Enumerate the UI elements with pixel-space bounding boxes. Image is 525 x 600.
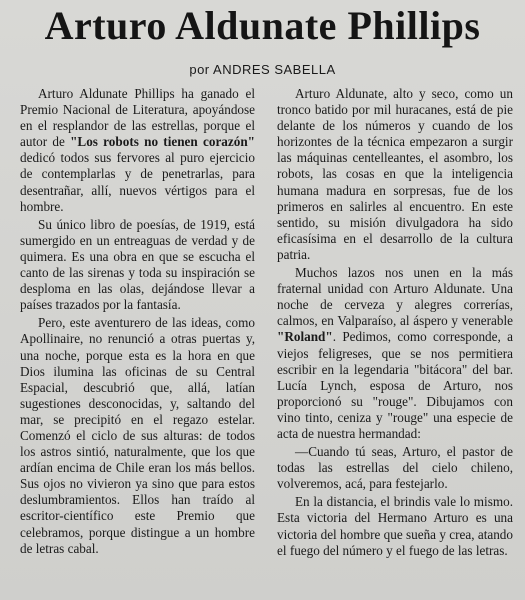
- book-title: "Los robots no tienen corazón": [70, 134, 255, 150]
- text-run: . Pedimos, como corresponde, a viejos feligreses, que se nos permitiera escribir en la legendaria "bitácora" del bar. Lucía Lynch, esposa de Arturo, nos proporcionó su "rouge". Dibujamos con vino tinto, ceniza y "rouge" una especie de acta de nuestra hermandad:: [277, 329, 513, 441]
- paragraph: [20, 217, 255, 314]
- paragraph: [277, 444, 513, 492]
- paragraph: [277, 265, 513, 442]
- paragraph: [20, 315, 255, 556]
- text-run: Arturo Aldunate Phillips ha ganado el Premio Nacional de Literatura, apoyándose en el resplandor de las estrellas, porque el autor de: [20, 86, 255, 150]
- text-run: Su único libro de poesías, de 1919, está sumergido en un entreaguas de verdad y de quimera. Es una obra en que se escucha el canto de las sirenas y toda su inspiración se desploma en las olas, dejándose llevar a países trazados por la fantasía.: [20, 216, 255, 313]
- article-byline: por ANDRES SABELLA: [189, 62, 336, 77]
- paragraph: [277, 86, 513, 263]
- text-run: Muchos lazos nos unen en la más fraternal unidad con Arturo Aldunate. Una noche de cerveza y alegres correrías, calmos, en Valparaíso, al áspero y venerable: [277, 265, 513, 329]
- text-run: —Cuando tú seas, Arturo, el pastor de todas las estrellas del cielo chileno, volveremos, acá, para festejarlo.: [277, 444, 513, 492]
- left-column: [20, 86, 255, 557]
- text-run: dedicó todos sus fervores al puro ejercicio de contemplarlas y de penetrarlas, para desentrañar, allí, nuevos vértigos para el hombre.: [20, 150, 255, 214]
- article-title: Arturo Aldunate Phillips: [44, 3, 481, 48]
- paragraph: [277, 494, 513, 558]
- right-column: [277, 86, 513, 559]
- paragraph: [20, 86, 255, 215]
- bar-name: "Roland": [277, 329, 333, 345]
- text-run: Arturo Aldunate, alto y seco, como un tronco batido por mil huracanes, está de pie delante de los números y cuando de los horizontes de la técnica empezaron a surgir las máquinas centelleantes, el asombro, los robots, las cosas en que la inteligencia humana madura en sorpresas, fue de los primeros en salirles al encuentro. En este sentido, su misión divulgadora ha sido eficasísima en el desarrollo de la cultura patria.: [277, 86, 513, 262]
- text-run: Pero, este aventurero de las ideas, como Apollinaire, no renunció a otras puertas y, una noche, porque esta es la hora en que Dios ilumina las oficinas de su Central Espacial, descubrió que, allá, latían sugestiones desconocidas, y, saltando del mar, se precipitó en el regazo estelar. Comenzó el ciclo de sus alturas: de todos los astros sintió, naturalmente, que los que ardían encima de Chile eran los más bellos. Sus ojos no vivieron ya sino que para estos deslumbramientos. Ellos han traído al escritor-científico este Premio que celebramos, porque distingue a un hombre de letras cabal.: [20, 315, 255, 556]
- text-run: En la distancia, el brindis vale lo mismo. Esta victoria del Hermano Arturo es una victoria del hombre que sueña y crea, atando el fuego del número y el fuego de las letras.: [277, 494, 513, 558]
